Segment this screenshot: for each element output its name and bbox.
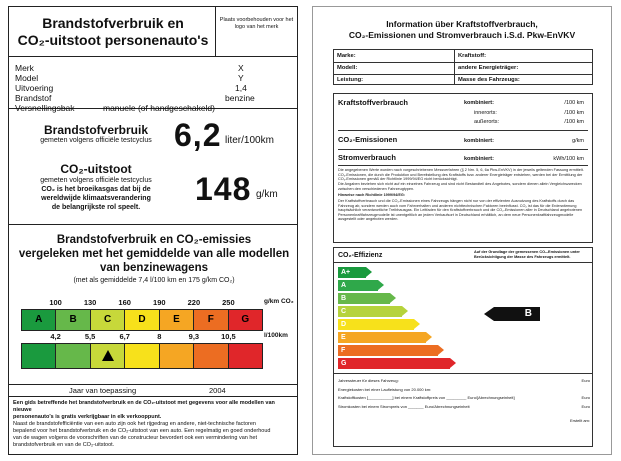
position-cell [194, 344, 228, 368]
co2-efficiency [333, 247, 593, 447]
vehicle-position-marker [102, 350, 114, 361]
class-arrow-a-plus: A+ [338, 267, 366, 278]
field-leistung: Leistung: [337, 77, 364, 83]
liter-scale-unit: l/100km [264, 332, 288, 339]
dutch-energy-label [8, 6, 298, 455]
cost-row: Stromkosten bei einem Strompreis von _______ Euro/Abrechnungseinheit Euro [338, 404, 590, 409]
position-cell [22, 344, 56, 368]
cost-row: Kraftstoffkosten [___________] bei einem Kraftstoffpreis von _________ Euro/[Abrechnungseinheit] Euro [338, 395, 590, 400]
consumption-subtitle: gemeten volgens officiële testcyclus [40, 137, 152, 144]
class-arrow-d: D [338, 319, 414, 330]
class-arrow-c: C [338, 306, 402, 317]
class-arrow-g: G [338, 358, 450, 369]
cost-row: Jahressteuer für dieses Fahrzeug: Euro [338, 378, 590, 383]
class-cell-g: G [229, 310, 262, 330]
comparison-section [9, 225, 297, 385]
year-label: Jaar van toepassing [69, 386, 137, 395]
liter-tick: 8 [157, 332, 162, 341]
co2-tick: 190 [153, 298, 166, 307]
right-title: Information über Kraftstoffverbrauch, CO₂-Emissionen und Stromverbrauch i.S.d. Pkw-EnVKV [348, 19, 576, 40]
liter-tick: 5,5 [84, 332, 96, 341]
co2-subtitle: gemeten volgens officiële testcyclus [40, 177, 152, 184]
field-modell: Modell: [337, 65, 358, 71]
legal-note: Der Kraftstoffverbrauch und die CO₂-Emissionen eines Fahrzeugs hängen nicht nur von der effizienten Ausnutzung des Kraftstoffs durch das Fahrzeug ab, sondern werden auch vom Fahrverhalten und anderen nichttechnischen Faktoren beeinflusst. CO₂ ist das für die Erderwärmung hauptsächlich verantwortliche Treibhausgas. Ein Leitfaden für den Kraftstoffverbrauch und die CO₂-Emissionen aller in Deutschland angebotenen Personenkraftfahrzeugmodelle ist unentgeltlich an jedem Verkaufsort in Deutschland erhältlich, an dem neue Personenkraftfahrzeugmodelle ausgestellt oder angeboten werden. [338, 199, 583, 222]
field-marke: Marke: [337, 53, 356, 59]
liter-tick: 4,2 [50, 332, 61, 341]
vehicle-row: Brandstof benzine [15, 93, 255, 103]
class-arrow-b: B [338, 293, 390, 304]
co2-tick: 100 [49, 298, 62, 307]
legal-note: Die Angaben beziehen sich nicht auf ein einzelnes Fahrzeug und sind nicht Bestandteil des Angebotes, sondern dienen allein Vergleichszwecken zwischen den verschiedenen Fahrzeugtypen. [338, 182, 582, 191]
class-cell-f: F [194, 310, 228, 330]
consumption-heading: Brandstofverbruik [43, 123, 149, 137]
rating-marker: B [494, 307, 540, 321]
strom-heading: Stromverbrauch [338, 153, 396, 162]
class-cell-d: D [125, 310, 159, 330]
comparison-title: Brandstofverbruik en CO₂-emissies vergeleken met het gemiddelde van alle modellen van benzinewagens [18, 234, 290, 274]
consumption-section: Brandstofverbruik gemeten volgens officiële testcyclus 6,2 liter/100km CO₂-uitstoot gemeten volgens officiële testcyclus CO₂ is het broeikasgas dat bij de wereldwijde klimaatsverandering de belangrijkste rol speelt. 148 g/km [9, 109, 297, 225]
position-cell [91, 344, 125, 368]
co2-heading: CO₂-uitstoot [60, 162, 132, 176]
legal-note-heading: Hinweise nach Richtlinie 1999/94/EG: [338, 193, 406, 197]
position-cell [160, 344, 194, 368]
class-arrow-f: F [338, 345, 438, 356]
class-arrow-e: E [338, 332, 426, 343]
divider [334, 74, 592, 75]
comparison-subtitle: (met als gemiddelde 7,4 l/100 km en 175 g/km CO₂) [73, 277, 235, 284]
class-cell-b: B [56, 310, 90, 330]
vehicle-row: Uitvoering 1,4 [15, 83, 247, 93]
vehicle-info [9, 57, 297, 113]
divider [454, 50, 455, 84]
co2-tick: 220 [187, 298, 201, 307]
left-header [9, 7, 297, 57]
year-row [9, 385, 297, 397]
divider [338, 165, 588, 166]
co2-tick: 250 [222, 298, 235, 307]
consumption-value: 6,2 [174, 117, 222, 153]
co2-emissions-heading: CO₂-Emissionen [338, 135, 398, 144]
vehicle-row: Model Y [15, 73, 244, 83]
legal-note: Die angegebenen Werte wurden nach vorgeschriebenen Messverfahren (§ 2 Nrn. 5, 6, 6a Pkw-EnVKV) in der jeweils geltenden Fassung ermittelt. CO₂-Emissionen, die durch die Produktion und Bereitstellung des Kraftstoffs bzw. anderer Energieträger entstehen, werden bei der Ermittlung der CO₂-Emissionen gemäß der Richtlinie 1999/94/EG nicht berücksichtigt. [338, 168, 584, 182]
position-cell [56, 344, 90, 368]
class-cell-e: E [160, 310, 194, 330]
kraftstoff-heading: Kraftstoffverbrauch [338, 98, 409, 107]
class-arrow-a: A [338, 280, 378, 291]
vehicle-row: Versnellingsbak manuele (of handgeschakeld) [15, 103, 215, 113]
liter-tick: 6,7 [119, 332, 130, 341]
class-cell-c: C [91, 310, 125, 330]
right-consumption: Kraftstoffverbrauch kombiniert: /100 km innerorts: /100 km außerorts: /100 km CO₂-Emissionen kombiniert: g/km Stromverbrauch kombiniert: kWh/100 km Die angegebenen Werte wurden nach vorgeschriebenen Messverfahren (§ 2 Nrn. 5, 6, 6a Pkw-EnVKV) in der jeweils geltenden Fassung ermittelt. CO₂-Emissionen, die durch die Produktion und Bereitstellung des Kraftstoffs bzw. anderer Energieträger entstehen, werden bei der Ermittlung der CO₂-Emissionen gemäß der Richtlinie 1999/94/EG nicht berücksichtigt. Die Angaben beziehen sich nicht auf ein einzelnes Fahrzeug und sind nicht Bestandteil des Angebotes, sondern dienen allein Vergleichszwecken zwischen den verschiedenen Fahrzeugtypen. Hinweise nach Richtlinie 1999/94/EG: Der Kraftstoffverbrauch und die CO₂-Emissionen eines Fahrzeugs hängen nicht nur von der effizienten Ausnutzung des Kraftstoffs durch das Fahrzeug ab, sondern werden auch vom Fahrverhalten und anderen nichttechnischen Faktoren beeinflusst. CO₂ ist das für die Erderwärmung hauptsächlich verantwortliche Treibhausgas. Ein Leitfaden für den Kraftstoffverbrauch und die CO₂-Emissionen aller in Deutschland angebotenen Personenkraftfahrzeugmodelle ist unentgeltlich an jedem Verkaufsort in Deutschland erhältlich, an dem neue Personenkraftfahrzeugmodelle ausgestellt oder angeboten werden. [333, 93, 593, 243]
cost-row: Energiekosten bei einer Laufleistung von 20.000 km: [338, 387, 432, 392]
vehicle-row: Merk X [15, 63, 244, 73]
divider [334, 62, 592, 63]
co2-tick: 130 [83, 298, 97, 307]
efficiency-scale [334, 262, 592, 374]
consumption-unit: liter/100km [225, 135, 274, 146]
efficiency-title: CO₂-Effizienz [338, 252, 383, 259]
brand-logo-placeholder: Plaats voorbehouden voor het logo van het merk [215, 7, 297, 56]
german-energy-label [312, 6, 612, 455]
year-value: 2004 [209, 386, 226, 395]
efficiency-note: Auf der Grundlage der gemessenen CO₂-Emissionen unter Berücksichtigung der Masse des Fahrzeugs ermittelt. [474, 250, 580, 259]
divider [338, 130, 588, 131]
field-energietraeger: andere Energieträger: [458, 65, 519, 71]
co2-value: 148 [195, 171, 252, 207]
position-cell [125, 344, 159, 368]
co2-unit: g/km [256, 189, 278, 200]
class-position-bar [21, 343, 263, 369]
co2-scale-unit: g/km CO₂ [264, 298, 294, 305]
created-date: Erstellt am: [569, 418, 590, 423]
co2-tick: 160 [118, 298, 131, 307]
divider [338, 149, 588, 150]
liter-tick: 10,5 [221, 332, 236, 341]
co2-class-bar [21, 309, 263, 331]
left-footer: Een gids betreffende het brandstofverbruik en de CO₂-uitstoot met gegevens voor alle modellen van nieuwe personenauto's is gratis verkrijgbaar in elk verkooppunt. Naast de brandstofefficiëntie van een auto zijn ook het rijgedrag en andere, niet-technische factoren bepalend voor het brandstofverbruik en de CO₂-uitstoot van een auto. Een regelmatig en goed onderhoud van de wagen volgens de voorschriften van de constructeur bevordert ook een vermindering van het brandstofverbruik en van de CO₂-uitstoot. [13, 400, 275, 448]
position-cell [229, 344, 262, 368]
liter-tick: 9,3 [188, 332, 200, 341]
right-vehicle-table [333, 49, 593, 85]
field-masse: Masse des Fahrzeugs: [458, 77, 520, 83]
field-kraftstoff: Kraftstoff: [458, 53, 487, 59]
left-title: Brandstofverbruik en CO₂-uitstoot personenauto's [17, 15, 209, 48]
class-cell-a: A [22, 310, 56, 330]
